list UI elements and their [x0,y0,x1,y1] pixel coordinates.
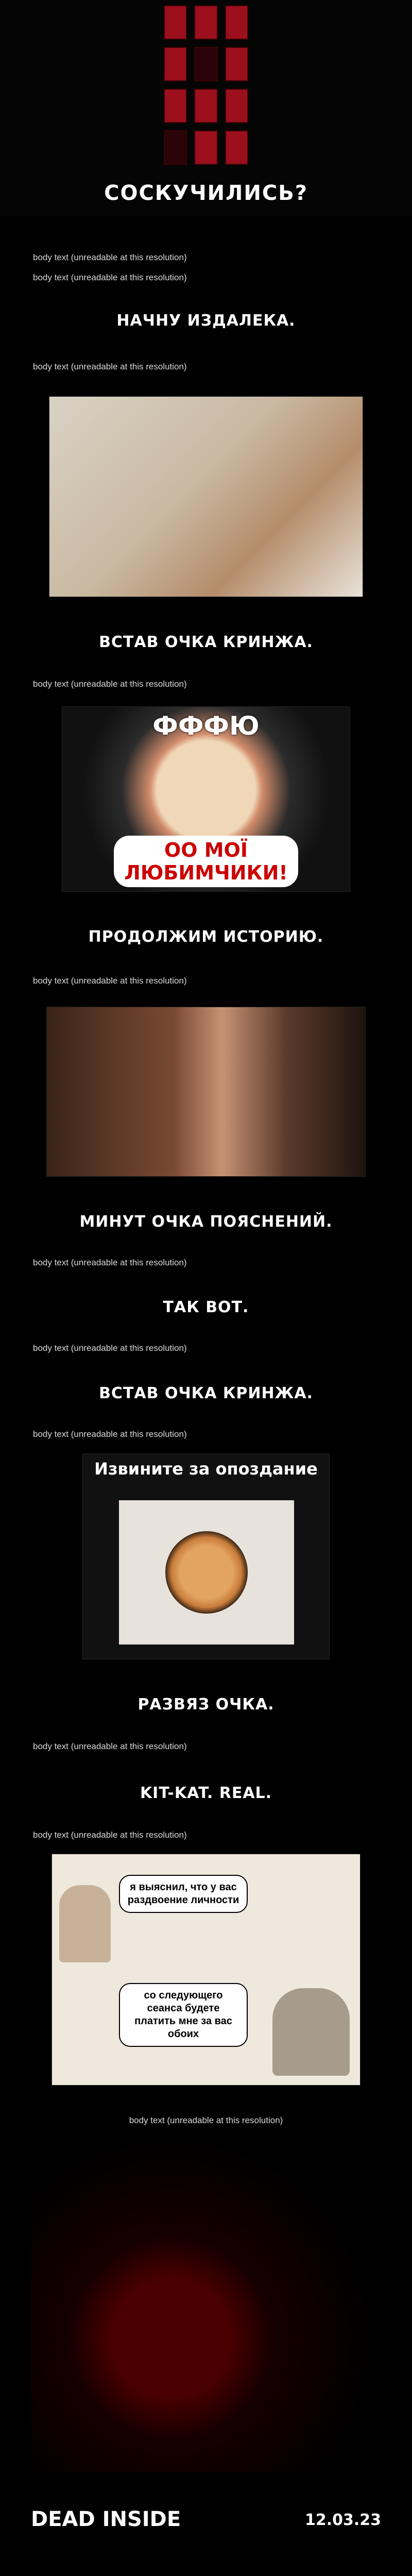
outro [0,2114,412,2127]
section-heading: ВСТАВ ОЧКА КРИНЖА. [99,633,313,651]
photo-blood [31,2138,381,2472]
section-heading: НАЧНУ ИЗДАЛЕКА. [116,312,296,330]
date: 12.03.23 [304,2511,381,2530]
character [272,1988,350,2076]
meme-cat [82,1453,330,1659]
ceiling [119,1500,294,1645]
meme-bottom-caption: ОО МОЇ ЛЮБИМЧИКИ! [114,836,298,887]
speech-bubble: со следующего сеанса будете платить мне за вас обоих [119,1983,248,2047]
window [164,47,187,81]
window [225,130,248,165]
character [59,1885,111,1962]
meme-glasses [62,706,350,892]
window [194,89,217,123]
paragraph: body text (unreadable at this resolution) [33,1429,187,1439]
outro-paragraph: body text (unreadable at this resolution) [129,2115,283,2126]
section-heading: ВСТАВ ОЧКА КРИНЖА. [99,1384,313,1403]
section-text [0,361,412,374]
paragraph: body text (unreadable at this resolution) [33,362,187,372]
page-title: СОСКУЧИЛИСЬ? [104,181,308,205]
paragraph: body text (unreadable at this resolution) [33,1343,187,1353]
section-heading: KIT-KAT. REAL. [140,1784,272,1802]
section-text [0,1829,412,1842]
photo-boys [49,396,363,597]
paragraph: body text (unreadable at this resolution) [33,679,187,689]
section-text [0,1740,412,1753]
section-text [0,1342,412,1355]
photo-smile [46,1007,366,1177]
intro [0,251,412,284]
section-text [0,975,412,988]
building-windows [154,0,258,170]
paragraph: body text (unreadable at this resolution) [33,1258,187,1268]
section-heading: РАЗВЯЗ ОЧКА. [138,1696,274,1714]
window [194,47,217,81]
window [164,130,187,165]
section-text [0,1428,412,1441]
section-text [0,678,412,691]
section-heading: МИНУТ ОЧКА ПОЯСНЕНИЙ. [79,1213,333,1231]
window [225,5,248,40]
section-text [0,1257,412,1269]
section-heading: ТАК ВОТ. [163,1298,249,1316]
paragraph: body text (unreadable at this resolution) [33,1741,187,1752]
window [225,89,248,123]
meme-top-caption: ФФФЮ [152,710,260,741]
footer [0,2472,412,2555]
window [194,130,217,165]
intro-paragraph: body text (unreadable at this resolution) [33,272,187,282]
comic-therapist [52,1854,360,2086]
intro-paragraph: body text (unreadable at this resolution) [33,252,187,262]
window [194,5,217,40]
brand-name: DEAD INSIDE [31,2507,181,2532]
cat-face [165,1531,248,1614]
window [164,5,187,40]
speech-bubble: я выяснил, что у вас раздвоение личности [119,1875,248,1913]
section-heading: ПРОДОЛЖИМ ИСТОРИЮ. [88,927,324,946]
paragraph: body text (unreadable at this resolution) [33,975,187,986]
window [225,47,248,81]
hero [0,0,412,216]
window [164,89,187,123]
meme-caption: Извините за опоздание [94,1459,318,1479]
paragraph: body text (unreadable at this resolution) [33,1829,187,1840]
